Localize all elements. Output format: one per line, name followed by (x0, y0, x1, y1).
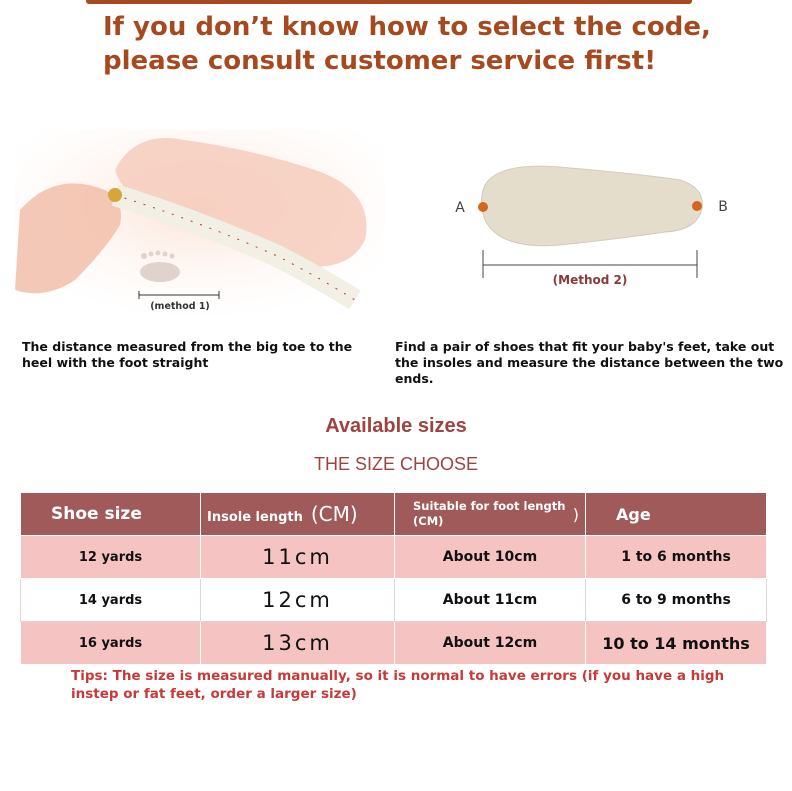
header-insole-unit: (CM) (310, 502, 358, 526)
table-row (21, 622, 767, 665)
cell-age: 6 to 9 months (586, 579, 767, 622)
table-row (21, 536, 767, 579)
point-b-dot (692, 201, 702, 211)
cell-shoe-size: 12 yards (21, 536, 201, 579)
cell-insole-length: 11cm (201, 536, 395, 579)
insole-measuring-illustration (440, 150, 740, 290)
header-age: Age (586, 493, 767, 536)
tape-buckle (108, 188, 122, 202)
cell-foot-length: About 11cm (395, 579, 586, 622)
size-chart-table (20, 492, 767, 665)
cell-shoe-size: 14 yards (21, 579, 201, 622)
heading-line-1: If you don’t know how to select the code, (103, 12, 711, 42)
method-1-label: (method 1) (150, 301, 210, 312)
point-a-dot (478, 202, 488, 212)
header-foot-label: Suitable for foot length (413, 499, 566, 513)
foot-measuring-illustration (15, 130, 385, 320)
sizing-tips: Tips: The size is measured manually, so it is normal to have errors (if you have a high instep or fat feet, order a larger size) (71, 668, 725, 702)
insole-shape (482, 166, 703, 246)
cell-age: 10 to 14 months (586, 622, 767, 665)
header-insole-label: Insole length (207, 510, 303, 525)
method-2-caption: Find a pair of shoes that fit your baby's feet, take out the insoles and measure the distance between the two ends. (395, 339, 784, 386)
top-accent-bar (86, 0, 692, 4)
cell-shoe-size: 16 yards (21, 622, 201, 665)
section-subtitle: THE SIZE CHOOSE (313, 454, 479, 474)
point-a-label: A (455, 200, 465, 216)
heading-line-2: please consult customer service first! (103, 46, 657, 76)
cell-foot-length: About 10cm (395, 536, 586, 579)
method-1-caption: The distance measured from the big toe to the heel with the foot straight (22, 339, 353, 370)
method-2-label: (Method 2) (552, 273, 628, 287)
table-header-row (21, 493, 767, 536)
header-shoe-size: Shoe size (21, 493, 201, 536)
header-foot-unit: (CM) (413, 514, 444, 528)
table-row (21, 579, 767, 622)
header-foot-length (395, 493, 586, 536)
header-insole-length (201, 493, 395, 536)
consult-heading (103, 10, 753, 78)
section-title: Available sizes (325, 415, 467, 437)
cell-insole-length: 13cm (201, 622, 395, 665)
cell-foot-length: About 12cm (395, 622, 586, 665)
cell-age: 1 to 6 months (586, 536, 767, 579)
cell-insole-length: 12cm (201, 579, 395, 622)
point-b-label: B (718, 199, 728, 215)
header-foot-paren: ) (572, 504, 579, 524)
